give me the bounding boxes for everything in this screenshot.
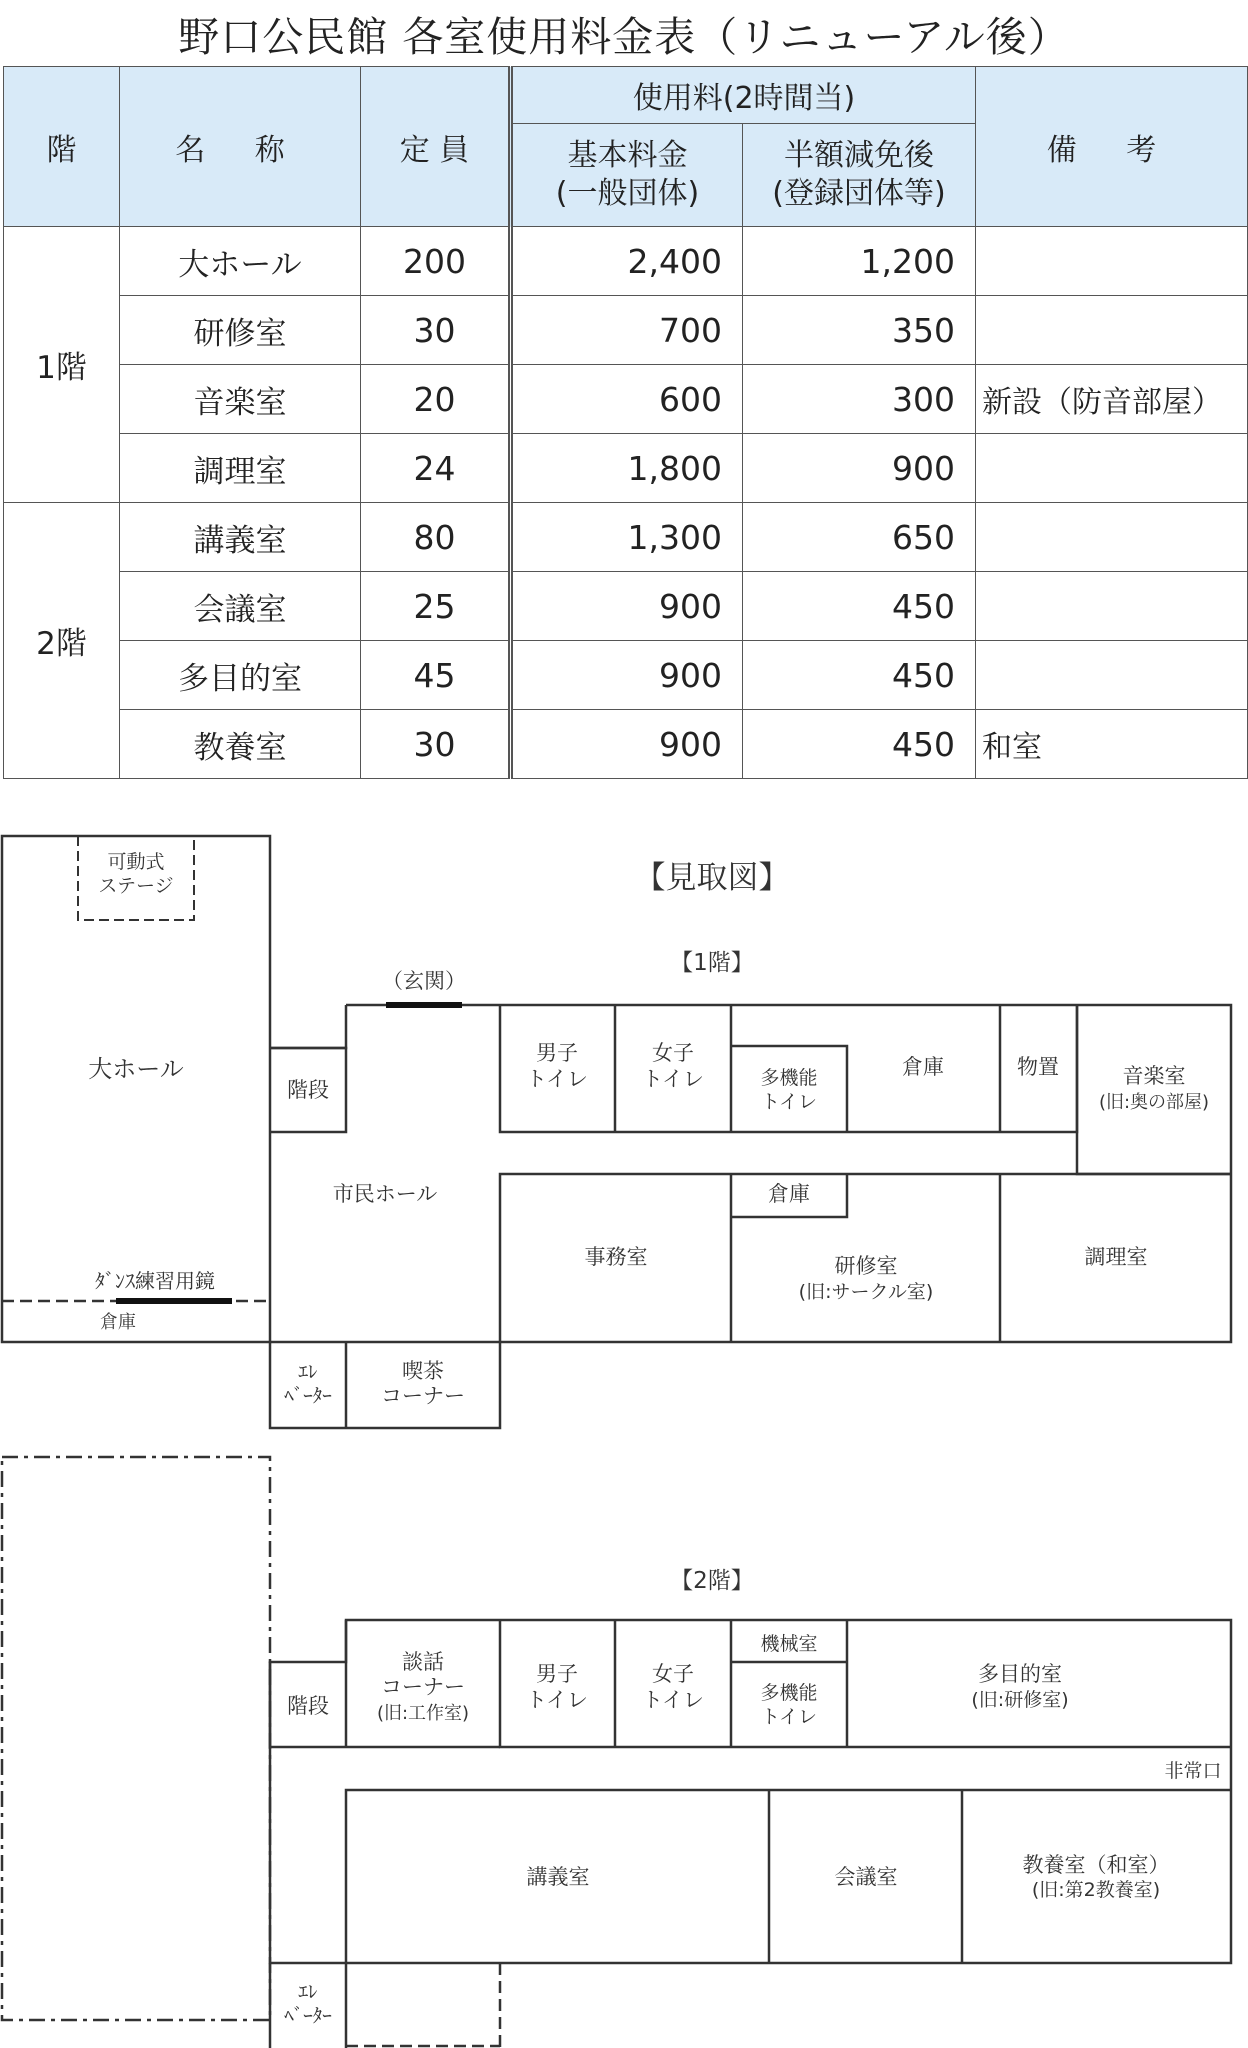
stage-label-1: 可動式	[107, 851, 165, 873]
mens-wc-2f-label-1: 男子	[536, 1662, 578, 1686]
room-name: 講義室	[120, 503, 361, 572]
music-room-label: 音楽室	[1122, 1064, 1186, 1088]
storeroom-label: 物置	[1017, 1055, 1059, 1079]
stairs-1f-label: 階段	[287, 1078, 329, 1102]
elevator-1f-label-1: ｴﾚ	[298, 1361, 318, 1383]
basic-fee: 900	[511, 641, 743, 710]
half-fee: 350	[743, 296, 976, 365]
floor1-label: 【1階】	[670, 950, 754, 976]
half-fee: 650	[743, 503, 976, 572]
table-row	[4, 227, 1248, 296]
basic-fee: 2,400	[511, 227, 743, 296]
room-capacity: 25	[361, 572, 511, 641]
culture-room-old-label: (旧:第2教養室)	[1031, 1879, 1161, 1901]
basic-fee: 600	[511, 365, 743, 434]
room-name: 教養室	[120, 710, 361, 779]
room-name: 研修室	[120, 296, 361, 365]
machine-room-label: 機械室	[760, 1633, 818, 1655]
stage-label-2: ステージ	[98, 875, 174, 897]
elevator-2f-label-2: ﾍﾞｰﾀｰ	[284, 2005, 332, 2027]
header-fee-group: 使用料(2時間当)	[511, 67, 976, 124]
basic-fee: 700	[511, 296, 743, 365]
half-fee: 300	[743, 365, 976, 434]
basic-fee: 900	[511, 572, 743, 641]
half-fee: 450	[743, 572, 976, 641]
room-name: 音楽室	[120, 365, 361, 434]
womens-wc-2f-label-1: 女子	[652, 1662, 694, 1686]
cafe-label-1: 喫茶	[402, 1359, 444, 1383]
room-capacity: 45	[361, 641, 511, 710]
dance-mirror-label: ﾀﾞﾝｽ練習用鏡	[95, 1269, 215, 1293]
entrance-label: （玄関）	[382, 969, 466, 993]
header-remarks: 備 考	[976, 67, 1248, 227]
womens-wc-1f-label-2: トイレ	[642, 1067, 704, 1091]
remark	[976, 434, 1248, 503]
storage-bottom-label: 倉庫	[100, 1312, 136, 1333]
mens-wc-1f-label-2: トイレ	[526, 1067, 588, 1091]
remark: 和室	[976, 710, 1248, 779]
womens-wc-2f-label-2: トイレ	[642, 1688, 704, 1712]
talk-corner-label-1: 談話	[402, 1650, 444, 1674]
meeting-room-label: 会議室	[834, 1865, 898, 1889]
elevator-1f-label-2: ﾍﾞｰﾀｰ	[284, 1385, 332, 1407]
half-fee: 900	[743, 434, 976, 503]
room-capacity: 200	[361, 227, 511, 296]
header-name: 名 称	[120, 67, 361, 227]
mens-wc-1f-label-1: 男子	[536, 1041, 578, 1065]
half-fee: 450	[743, 710, 976, 779]
header-floor: 階	[4, 67, 120, 227]
table-row	[4, 641, 1248, 710]
stairs-2f-label: 階段	[287, 1694, 329, 1718]
fee-table	[3, 66, 1248, 779]
half-fee: 450	[743, 641, 976, 710]
floor-plan	[0, 820, 1248, 2048]
womens-wc-1f-label-1: 女子	[652, 1041, 694, 1065]
talk-corner-label-2: コーナー	[381, 1675, 465, 1699]
remark	[976, 296, 1248, 365]
room-capacity: 24	[361, 434, 511, 503]
multipurpose-old-label: (旧:研修室)	[971, 1689, 1069, 1711]
floor-cell-2f: 2階	[4, 503, 120, 779]
multi-wc-2f-label-2: トイレ	[760, 1706, 818, 1728]
training-room-old-label: (旧:サークル室)	[798, 1281, 934, 1303]
music-room-old-label: (旧:奥の部屋)	[1098, 1092, 1210, 1113]
room-name: 会議室	[120, 572, 361, 641]
room-name: 多目的室	[120, 641, 361, 710]
table-row	[4, 572, 1248, 641]
training-room-label: 研修室	[834, 1254, 898, 1278]
emergency-exit-label: 非常口	[1164, 1760, 1222, 1782]
remark	[976, 503, 1248, 572]
plan-title: 【見取図】	[634, 860, 790, 896]
culture-room-label: 教養室（和室）	[1022, 1853, 1170, 1877]
basic-fee: 900	[511, 710, 743, 779]
remark: 新設（防音部屋）	[976, 365, 1248, 434]
storage-mid-label: 倉庫	[768, 1182, 810, 1206]
remark	[976, 641, 1248, 710]
cooking-room-label: 調理室	[1084, 1245, 1148, 1269]
remark	[976, 572, 1248, 641]
big-hall-label: 大ホール	[88, 1055, 184, 1083]
cafe-label-2: コーナー	[381, 1384, 465, 1408]
half-fee: 1,200	[743, 227, 976, 296]
table-row	[4, 434, 1248, 503]
elevator-2f-label-1: ｴﾚ	[298, 1981, 318, 2003]
table-row	[4, 365, 1248, 434]
floor-cell-1f: 1階	[4, 227, 120, 503]
talk-corner-old-label: (旧:工作室)	[376, 1703, 470, 1724]
multi-wc-1f-label-2: トイレ	[760, 1091, 818, 1113]
page-title: 野口公民館 各室使用料金表（リニューアル後）	[178, 13, 1070, 61]
header-basic-fee: 基本料金 (一般団体)	[511, 124, 743, 227]
multipurpose-label: 多目的室	[978, 1662, 1062, 1686]
mens-wc-2f-label-2: トイレ	[526, 1688, 588, 1712]
room-name: 大ホール	[120, 227, 361, 296]
office-label: 事務室	[584, 1245, 648, 1269]
room-capacity: 80	[361, 503, 511, 572]
basic-fee: 1,800	[511, 434, 743, 503]
header-capacity: 定 員	[361, 67, 511, 227]
table-row	[4, 710, 1248, 779]
citizen-hall-label: 市民ホール	[332, 1182, 438, 1206]
room-name: 調理室	[120, 434, 361, 503]
room-capacity: 20	[361, 365, 511, 434]
room-capacity: 30	[361, 710, 511, 779]
multi-wc-2f-label-1: 多機能	[760, 1682, 818, 1704]
header-half-fee: 半額減免後 (登録団体等)	[743, 124, 976, 227]
storage-top-label: 倉庫	[902, 1055, 944, 1079]
remark	[976, 227, 1248, 296]
basic-fee: 1,300	[511, 503, 743, 572]
multi-wc-1f-label-1: 多機能	[760, 1067, 818, 1089]
lecture-room-label: 講義室	[526, 1865, 590, 1889]
table-row	[4, 503, 1248, 572]
room-capacity: 30	[361, 296, 511, 365]
table-row	[4, 296, 1248, 365]
floor2-label: 【2階】	[670, 1568, 754, 1594]
